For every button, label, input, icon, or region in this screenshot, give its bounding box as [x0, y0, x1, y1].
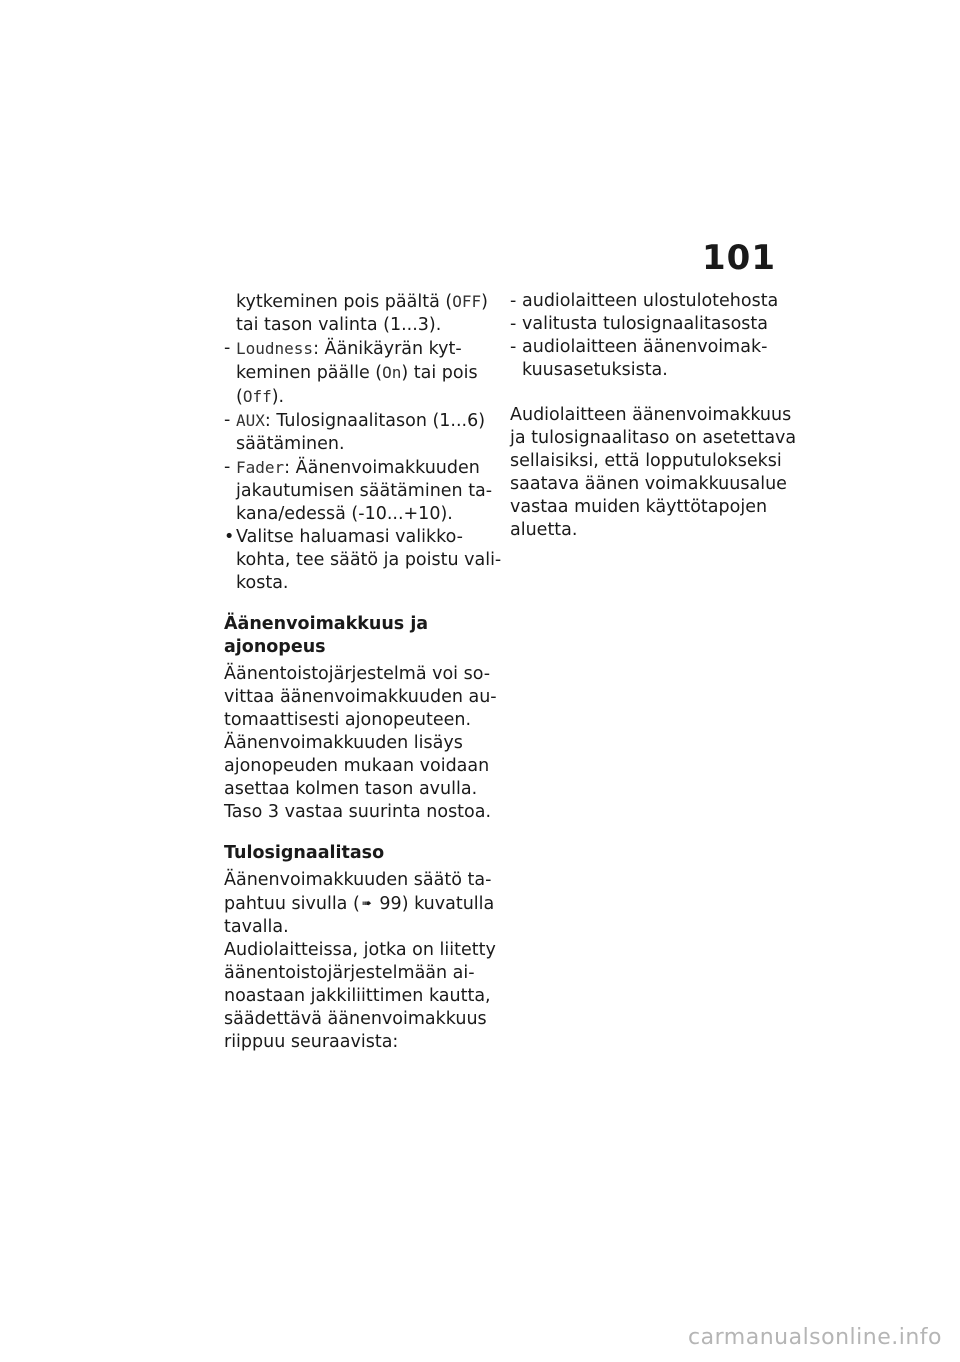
continued-item-line: kytkeminen pois päältä (OFF)	[236, 292, 488, 312]
section-heading-input-level: Tulosignaalitaso	[224, 843, 385, 863]
section-heading-volume-speed: Äänenvoimakkuus ja ajonopeus	[224, 614, 429, 657]
list-item-aux: - AUX: Tulosignaalitason (1...6) säätäminen.	[224, 410, 486, 454]
dash-marker: -	[510, 337, 517, 357]
list-item-output-power: - audiolaitteen ulostulotehosta	[510, 291, 779, 311]
on-code: On	[382, 363, 402, 382]
continued-item-line: tai tason valinta (1...3).	[236, 315, 442, 335]
dash-marker: -	[224, 410, 231, 430]
list-item-volume-settings: - audiolaitteen äänenvoimak- kuusasetuksista.	[510, 337, 768, 380]
dash-marker: -	[224, 338, 231, 358]
loudness-code: Loudness	[236, 339, 314, 358]
bullet-marker: •	[224, 527, 235, 547]
off-code: Off	[242, 387, 272, 406]
paragraph-jack-devices: Audiolaitteissa, jotka on liitetty äänentoistojärjestelmään ai- noastaan jakkiliittimen kautta, säädettävä äänenvoimakkuus riippuu seuraavista:	[224, 940, 496, 1052]
dash-marker: -	[224, 457, 231, 477]
page-reference-arrow-icon: ➠	[361, 896, 372, 910]
dash-marker: -	[510, 291, 517, 311]
off-code: OFF	[452, 292, 482, 311]
left-column	[224, 290, 502, 1054]
right-column	[510, 290, 797, 542]
paragraph-input-level: Äänenvoimakkuuden säätö ta- pahtuu sivulla ( ➠ 99) kuvatulla tavalla.	[224, 870, 495, 937]
page-number: 101	[702, 238, 776, 278]
bullet-item-instruction: • Valitse haluamasi valikko- kohta, tee säätö ja poistu vali- kosta.	[224, 527, 502, 593]
watermark: carmanualsonline.info	[688, 1325, 942, 1350]
paragraph-volume-speed: Äänentoistojärjestelmä voi so- vittaa äänenvoimakkuuden au- tomaattisesti ajonopeuteen. Äänenvoimakkuuden lisäys ajonopeuden mukaan voidaan asettaa kolmen tason avulla. Taso 3 vastaa suurinta nostoa.	[224, 664, 497, 822]
dash-marker: -	[510, 314, 517, 334]
list-item-loudness: - Loudness: Äänikäyrän kyt- keminen päälle (On) tai pois (Off).	[224, 338, 478, 407]
paragraph-volume-adjustment: Audiolaitteen äänenvoimakkuus ja tulosignaalitaso on asetettava sellaisiksi, että lopputulokseksi saatava äänen voimakkuusalue vastaa muiden käyttötapojen aluetta.	[510, 405, 797, 540]
list-item-input-level: - valitusta tulosignaalitasosta	[510, 314, 769, 334]
fader-code: Fader	[236, 458, 285, 477]
list-item-fader: - Fader: Äänenvoimakkuuden jakautumisen säätäminen ta- kana/edessä (-10...+10).	[224, 457, 493, 524]
aux-code: AUX	[236, 411, 265, 430]
